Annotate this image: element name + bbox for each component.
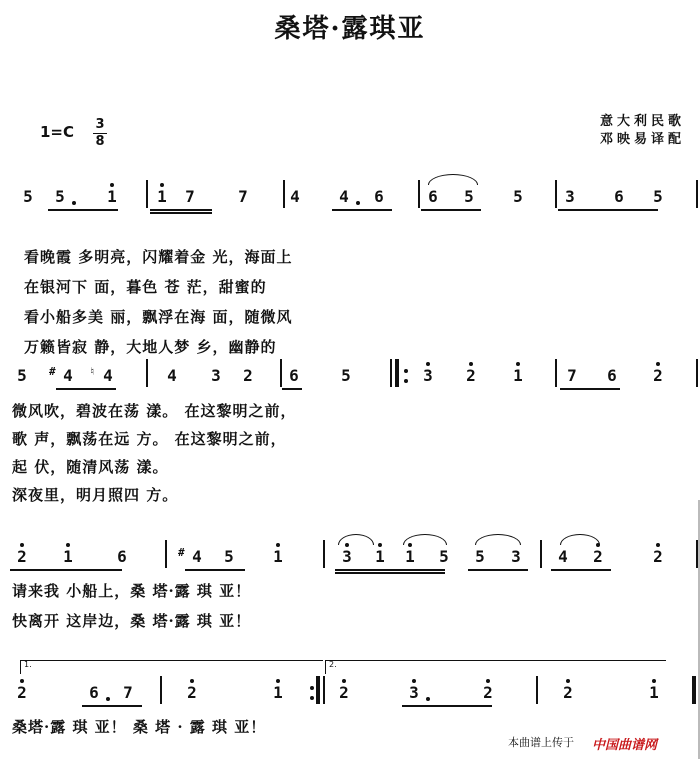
note: 4 — [558, 547, 568, 566]
octave-dot — [652, 679, 656, 683]
note: 6 — [428, 187, 438, 206]
note: 1 — [150, 188, 174, 206]
barline — [540, 540, 542, 568]
note: 5 — [23, 187, 33, 206]
note: 4 # — [178, 546, 202, 566]
note: 7 — [123, 683, 133, 702]
barline — [323, 676, 325, 704]
note: 6 — [614, 187, 624, 206]
note: 5 — [55, 187, 65, 206]
slur — [338, 534, 374, 545]
octave-dot — [412, 679, 416, 683]
octave-dot — [516, 362, 520, 366]
note: 4 — [339, 187, 349, 206]
volta-second — [325, 660, 666, 674]
octave-dot — [342, 679, 346, 683]
octave-dot — [190, 679, 194, 683]
slur — [403, 534, 447, 545]
octave-dot — [378, 543, 382, 547]
note: 5 — [224, 547, 234, 566]
note: 3 — [211, 366, 221, 385]
note: 6 — [89, 683, 99, 702]
underline — [56, 388, 116, 390]
barline — [555, 359, 557, 387]
octave-dot — [276, 679, 280, 683]
note: 2 — [586, 548, 610, 566]
footer-text: 本曲谱上传于 — [508, 736, 574, 749]
lyric-line: 看小船多美 丽，飘浮在海 面，随微风 — [24, 308, 293, 326]
underline — [402, 705, 492, 707]
lyric-line: 微风吹，碧波在荡 漾。 在这黎明之前， — [12, 402, 297, 420]
octave-dot — [20, 543, 24, 547]
slur — [475, 534, 521, 545]
key-signature: 1=C — [40, 123, 75, 141]
underline — [421, 209, 481, 211]
aug-dot — [426, 697, 430, 701]
lyric-line: 歌 声，飘荡在远 方。 在这黎明之前， — [12, 430, 287, 448]
note: 5 — [464, 187, 474, 206]
underline — [332, 209, 392, 211]
translator-credit: 邓映易译配 — [600, 132, 686, 147]
underline — [282, 388, 302, 390]
note: 1 — [266, 684, 290, 702]
note: 7 — [185, 187, 195, 206]
time-bottom: 8 — [95, 134, 105, 149]
note: 1 — [368, 548, 392, 566]
lyric-line: 请来我 小船上，桑 塔·露 琪 亚！ — [12, 582, 252, 600]
note: 1 — [56, 548, 80, 566]
note: 5 — [439, 547, 449, 566]
barline — [390, 359, 392, 387]
page-title: 桑塔·露琪亚 — [274, 14, 426, 44]
aug-dot — [310, 696, 314, 700]
note: 3 — [335, 548, 359, 566]
time-signature — [93, 118, 107, 149]
underline — [335, 569, 445, 571]
barline — [165, 540, 167, 568]
underline — [468, 569, 528, 571]
note: 5 — [653, 187, 663, 206]
note: 3 — [565, 187, 575, 206]
barline — [323, 540, 325, 568]
note: 5 — [17, 366, 27, 385]
note: 2 — [10, 548, 34, 566]
lyric-line: 桑塔·露 琪 亚！ 桑 塔 · 露 琪 亚！ — [12, 718, 267, 736]
underline — [551, 569, 611, 571]
octave-dot — [110, 183, 114, 187]
underline — [150, 212, 212, 214]
note: 6 — [374, 187, 384, 206]
note: 6 — [117, 547, 127, 566]
note: 5 — [475, 547, 485, 566]
note: 2 — [332, 684, 356, 702]
note: 4 ♮ — [89, 365, 113, 385]
note: 2 — [646, 548, 670, 566]
octave-dot — [469, 362, 473, 366]
barline — [395, 359, 399, 387]
barline — [146, 359, 148, 387]
site-logo-icon[interactable]: 中国曲谱网 — [592, 738, 658, 753]
barline — [536, 676, 538, 704]
underline — [10, 569, 122, 571]
lyric-line: 在银河下 面，暮色 苍 茫，甜蜜的 — [24, 278, 267, 296]
note: 6 — [607, 366, 617, 385]
aug-dot — [356, 201, 360, 205]
octave-dot — [20, 679, 24, 683]
barline — [696, 359, 698, 387]
note: 1 — [506, 367, 530, 385]
octave-dot — [656, 543, 660, 547]
note: 4 — [167, 366, 177, 385]
aug-dot — [106, 697, 110, 701]
volta-second-label: 2. — [329, 660, 337, 669]
note: 4 — [290, 187, 300, 206]
note: 2 — [459, 367, 483, 385]
barline — [555, 180, 557, 208]
slur — [560, 534, 600, 545]
octave-dot — [276, 543, 280, 547]
note: 7 — [567, 366, 577, 385]
barline — [146, 180, 148, 208]
lyric-line: 起 伏，随清风荡 漾。 — [12, 458, 169, 476]
lyric-line: 看晚霞 多明亮，闪耀着金 光，海面上 — [24, 248, 293, 266]
underline — [558, 209, 658, 211]
note: 2 — [646, 367, 670, 385]
barline — [418, 180, 420, 208]
note: 5 — [513, 187, 523, 206]
note: 1 — [398, 548, 422, 566]
note: 1 — [642, 684, 666, 702]
octave-dot — [160, 183, 164, 187]
aug-dot — [72, 201, 76, 205]
note: 1 — [100, 188, 124, 206]
note: 2 — [243, 366, 253, 385]
underline — [560, 388, 620, 390]
underline — [185, 569, 245, 571]
lyric-line: 万籁皆寂 静，大地人梦 乡，幽静的 — [24, 338, 277, 356]
barline — [692, 676, 696, 704]
barline — [696, 180, 698, 208]
note: 6 — [289, 366, 299, 385]
octave-dot — [566, 679, 570, 683]
octave-dot — [66, 543, 70, 547]
lyric-line: 深夜里，明月照四 方。 — [12, 486, 179, 504]
note: 2 — [180, 684, 204, 702]
note: 2 — [556, 684, 580, 702]
note: 1 — [266, 548, 290, 566]
note: 2 — [10, 684, 34, 702]
volta-first-label: 1. — [24, 660, 32, 669]
octave-dot — [656, 362, 660, 366]
accidental: ♮ — [89, 365, 96, 378]
underline — [82, 705, 142, 707]
origin-credit: 意大利民歌 — [600, 114, 686, 129]
time-top: 3 — [95, 117, 105, 132]
accidental: # — [178, 546, 185, 559]
aug-dot — [404, 379, 408, 383]
lyric-line: 快离开 这岸边，桑 塔·露 琪 亚！ — [12, 612, 252, 630]
note: 3 — [402, 684, 426, 702]
barline — [316, 676, 320, 704]
aug-dot — [310, 686, 314, 690]
note: 2 — [476, 684, 500, 702]
note: 4 # — [49, 365, 73, 385]
note: 7 — [238, 187, 248, 206]
aug-dot — [404, 369, 408, 373]
note: 3 — [416, 367, 440, 385]
underline — [48, 209, 118, 211]
slur — [428, 174, 478, 185]
underline — [335, 572, 445, 574]
volta-first — [20, 660, 323, 674]
barline — [160, 676, 162, 704]
accidental: # — [49, 365, 56, 378]
octave-dot — [486, 679, 490, 683]
note: 3 — [511, 547, 521, 566]
note: 5 — [341, 366, 351, 385]
octave-dot — [426, 362, 430, 366]
underline — [150, 209, 212, 211]
